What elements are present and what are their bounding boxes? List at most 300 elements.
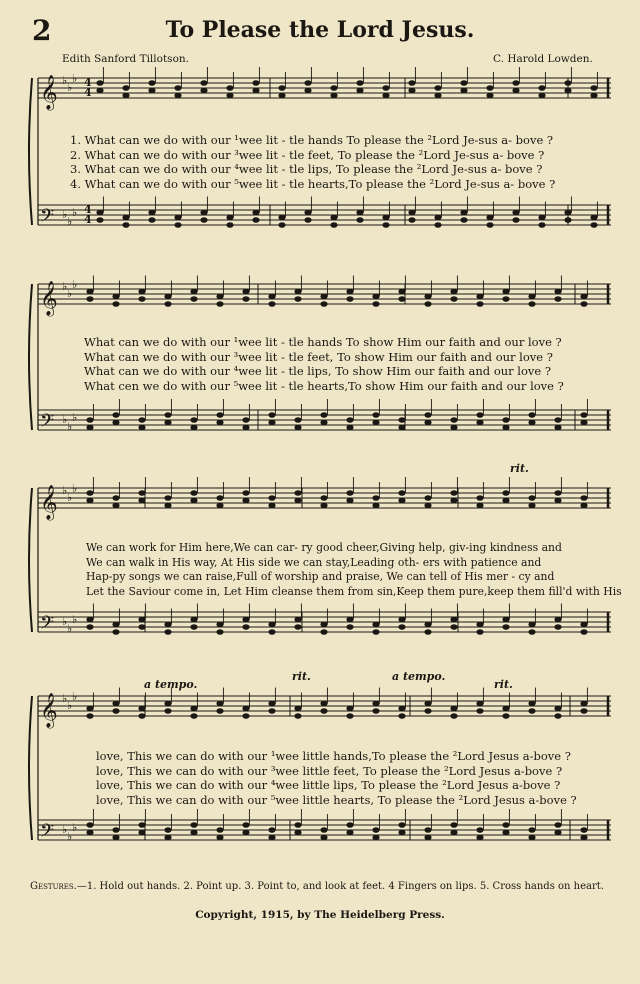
note-head [138, 830, 145, 836]
note-head [486, 215, 493, 221]
lyric-line: love, This we can do with our ⁴wee little lips, To please the ²Lord Jesus a-bove ? [96, 778, 561, 793]
note-head [294, 624, 301, 630]
note-head [424, 708, 431, 714]
note-head [294, 417, 301, 423]
note-head [164, 294, 171, 300]
note-head [86, 706, 93, 712]
lyrics-block-2 [84, 335, 564, 393]
note-head [174, 85, 181, 91]
note-head [138, 624, 145, 630]
note-head [138, 417, 145, 423]
note-head [372, 701, 379, 707]
note-head [138, 713, 145, 719]
note-head [216, 835, 223, 841]
note-head [252, 210, 259, 216]
note-head [528, 294, 535, 300]
note-head [216, 412, 223, 418]
flat-icon: ♭ [72, 613, 78, 626]
note-head [450, 706, 457, 712]
a-tempo-mark: a tempo. [392, 670, 446, 683]
note-head [320, 294, 327, 300]
note-head [320, 701, 327, 707]
note-head [424, 412, 431, 418]
note-head [408, 210, 415, 216]
note-head [320, 420, 327, 426]
note-head [564, 88, 571, 94]
note-head [294, 713, 301, 719]
note-head [148, 88, 155, 94]
note-head [476, 701, 483, 707]
note-head [242, 425, 249, 431]
lyrics-block-3 [86, 541, 622, 599]
note-head [450, 490, 457, 496]
note-head [528, 420, 535, 426]
note-head [528, 622, 535, 628]
note-head [398, 417, 405, 423]
note-head [112, 708, 119, 714]
note-head [138, 498, 145, 504]
note-head [580, 629, 587, 635]
note-head [372, 708, 379, 714]
note-head [486, 85, 493, 91]
note-head [112, 301, 119, 307]
note-head [590, 215, 597, 221]
note-head [138, 706, 145, 712]
note-head [512, 217, 519, 223]
note-head [190, 713, 197, 719]
flat-icon: ♭ [62, 74, 68, 87]
note-head [226, 215, 233, 221]
note-head [96, 210, 103, 216]
note-head [86, 498, 93, 504]
note-head [554, 624, 561, 630]
note-head [138, 425, 145, 431]
note-head [216, 503, 223, 509]
lyric-line: love, This we can do with our ⁵wee little hearts, To please the ²Lord Jesus a-bove ? [96, 792, 577, 807]
note-head [112, 412, 119, 418]
lyric-line: Let the Saviour come in, Let Him cleanse them from sin,Keep them pure,keep them fill'd with His [86, 584, 622, 598]
note-head [450, 425, 457, 431]
note-head [278, 215, 285, 221]
note-head [268, 708, 275, 714]
note-head [502, 417, 509, 423]
note-head [278, 85, 285, 91]
note-head [512, 88, 519, 94]
bass-clef-icon: 𝄢 [40, 613, 55, 638]
note-head [460, 88, 467, 94]
note-head [216, 827, 223, 833]
note-head [372, 827, 379, 833]
note-head [122, 215, 129, 221]
note-head [424, 827, 431, 833]
note-head [502, 706, 509, 712]
flat-icon: ♭ [72, 482, 78, 495]
note-head [242, 706, 249, 712]
note-head [554, 490, 561, 496]
note-head [190, 289, 197, 295]
note-head [424, 294, 431, 300]
note-head [346, 706, 353, 712]
note-head [398, 706, 405, 712]
note-head [320, 495, 327, 501]
note-head [346, 713, 353, 719]
note-head [164, 412, 171, 418]
note-head [122, 222, 129, 228]
note-head [330, 215, 337, 221]
note-head [320, 412, 327, 418]
note-head [164, 835, 171, 841]
note-head [538, 215, 545, 221]
note-head [242, 830, 249, 836]
time-signature: 4 [84, 76, 92, 89]
note-head [528, 629, 535, 635]
note-head [242, 289, 249, 295]
note-head [330, 85, 337, 91]
time-signature: 4 [84, 213, 92, 226]
rit-mark: rit. [292, 670, 311, 683]
note-head [252, 80, 259, 86]
note-head [528, 708, 535, 714]
note-head [424, 835, 431, 841]
note-head [450, 289, 457, 295]
lyric-line: What can we do with our ³wee lit - tle feet, To show Him our faith and our love ? [84, 349, 553, 364]
note-head [580, 701, 587, 707]
note-head [372, 420, 379, 426]
note-head [408, 88, 415, 94]
note-head [320, 835, 327, 841]
note-head [112, 827, 119, 833]
note-head [330, 222, 337, 228]
note-head [164, 495, 171, 501]
note-head [460, 210, 467, 216]
note-head [346, 417, 353, 423]
note-head [346, 617, 353, 623]
note-head [502, 289, 509, 295]
note-head [502, 490, 509, 496]
note-head [476, 835, 483, 841]
note-head [580, 412, 587, 418]
note-head [190, 706, 197, 712]
note-head [190, 498, 197, 504]
note-head [148, 210, 155, 216]
bass-clef-icon: 𝄢 [40, 206, 55, 231]
note-head [190, 425, 197, 431]
note-head [174, 93, 181, 99]
gestures-note [30, 880, 630, 894]
note-head [294, 830, 301, 836]
note-head [382, 85, 389, 91]
note-head [112, 622, 119, 628]
note-head [294, 425, 301, 431]
note-head [294, 296, 301, 302]
note-head [216, 629, 223, 635]
note-head [564, 80, 571, 86]
note-head [356, 210, 363, 216]
note-head [86, 713, 93, 719]
copyright-notice: Copyright, 1915, by The Heidelberg Press. [195, 909, 445, 921]
note-head [424, 301, 431, 307]
note-head [138, 490, 145, 496]
note-head [580, 503, 587, 509]
note-head [190, 830, 197, 836]
note-head [294, 490, 301, 496]
note-head [554, 417, 561, 423]
note-head [226, 222, 233, 228]
note-head [424, 495, 431, 501]
note-head [346, 289, 353, 295]
note-head [486, 222, 493, 228]
gestures-label: Gestures. [30, 881, 77, 892]
note-head [356, 88, 363, 94]
note-head [174, 222, 181, 228]
note-head [268, 294, 275, 300]
note-head [372, 503, 379, 509]
note-head [242, 624, 249, 630]
lyric-line: love, This we can do with our ³wee little feet, To please the ²Lord Jesus a-bove ? [96, 763, 563, 778]
note-head [112, 629, 119, 635]
note-head [294, 822, 301, 828]
gestures-text: —1. Hold out hands. 2. Point up. 3. Point to, and look at feet. 4 Fingers on lips. 5. Cross hands on heart. [76, 881, 604, 892]
note-head [476, 622, 483, 628]
note-head [320, 301, 327, 307]
note-head [86, 830, 93, 836]
note-head [512, 80, 519, 86]
note-head [268, 629, 275, 635]
treble-clef-icon: 𝄞 [40, 485, 58, 520]
note-head [346, 822, 353, 828]
note-head [304, 217, 311, 223]
note-head [398, 822, 405, 828]
flat-icon: ♭ [62, 280, 68, 293]
note-head [554, 706, 561, 712]
note-head [164, 827, 171, 833]
note-head [512, 210, 519, 216]
note-head [164, 629, 171, 635]
note-head [554, 296, 561, 302]
bass-clef-icon: 𝄢 [40, 821, 55, 846]
note-head [96, 217, 103, 223]
note-head [200, 210, 207, 216]
note-head [164, 622, 171, 628]
note-head [320, 629, 327, 635]
note-head [112, 294, 119, 300]
flat-icon: ♭ [67, 699, 73, 712]
flat-icon: ♭ [72, 411, 78, 424]
note-head [190, 822, 197, 828]
lyrics-block-1 [70, 133, 555, 191]
note-head [96, 88, 103, 94]
note-head [190, 296, 197, 302]
note-head [450, 822, 457, 828]
note-head [528, 835, 535, 841]
note-head [434, 222, 441, 228]
note-head [580, 622, 587, 628]
note-head [330, 93, 337, 99]
time-signature: 4 [84, 86, 92, 99]
note-head [424, 629, 431, 635]
note-head [86, 425, 93, 431]
flat-icon: ♭ [72, 206, 78, 219]
note-head [372, 622, 379, 628]
flat-icon: ♭ [62, 484, 68, 497]
note-head [476, 503, 483, 509]
note-head [580, 420, 587, 426]
flat-icon: ♭ [72, 821, 78, 834]
system-brace [29, 284, 32, 430]
note-head [450, 617, 457, 623]
note-head [252, 88, 259, 94]
note-head [502, 822, 509, 828]
note-head [398, 498, 405, 504]
note-head [408, 217, 415, 223]
note-head [226, 85, 233, 91]
note-head [528, 495, 535, 501]
note-head [216, 701, 223, 707]
note-head [554, 713, 561, 719]
note-head [216, 495, 223, 501]
note-head [346, 490, 353, 496]
note-head [528, 412, 535, 418]
note-head [434, 215, 441, 221]
note-head [372, 629, 379, 635]
lyric-line: What cen we do with our ⁵wee lit - tle hearts,To show Him our faith and our love ? [84, 378, 564, 393]
note-head [190, 617, 197, 623]
note-head [398, 624, 405, 630]
note-head [268, 503, 275, 509]
flat-icon: ♭ [67, 622, 73, 635]
note-head [200, 80, 207, 86]
note-head [372, 835, 379, 841]
note-head [242, 617, 249, 623]
note-head [346, 498, 353, 504]
note-head [372, 301, 379, 307]
note-head [528, 827, 535, 833]
note-head [408, 80, 415, 86]
note-head [190, 624, 197, 630]
note-head [450, 296, 457, 302]
note-head [112, 835, 119, 841]
note-head [398, 425, 405, 431]
treble-clef-icon: 𝄞 [40, 75, 58, 110]
note-head [268, 301, 275, 307]
note-head [190, 417, 197, 423]
note-head [138, 822, 145, 828]
note-head [294, 617, 301, 623]
note-head [502, 830, 509, 836]
note-head [242, 296, 249, 302]
note-head [226, 93, 233, 99]
note-head [450, 624, 457, 630]
lyric-line: We can walk in His way, At His side we can stay,Leading oth- ers with patience and [86, 555, 542, 569]
note-head [242, 822, 249, 828]
system-brace [29, 696, 32, 840]
flat-icon: ♭ [72, 278, 78, 291]
note-head [304, 88, 311, 94]
note-head [528, 301, 535, 307]
note-head [174, 215, 181, 221]
note-head [294, 498, 301, 504]
note-head [554, 830, 561, 836]
flat-icon: ♭ [62, 413, 68, 426]
note-head [398, 617, 405, 623]
note-head [96, 80, 103, 86]
note-head [304, 210, 311, 216]
note-head [242, 417, 249, 423]
note-head [398, 490, 405, 496]
note-head [460, 80, 467, 86]
lyrics-block-4 [96, 749, 577, 807]
note-head [450, 713, 457, 719]
note-head [590, 222, 597, 228]
treble-clef-icon: 𝄞 [40, 281, 58, 316]
note-head [382, 215, 389, 221]
lyric-line: We can work for Him here,We can car- ry good cheer,Giving help, giv-ing kindness and [86, 541, 562, 554]
note-head [320, 622, 327, 628]
note-head [164, 503, 171, 509]
note-head [554, 617, 561, 623]
note-head [554, 498, 561, 504]
note-head [86, 617, 93, 623]
note-head [164, 301, 171, 307]
note-head [538, 85, 545, 91]
note-head [268, 412, 275, 418]
note-head [200, 217, 207, 223]
note-head [398, 713, 405, 719]
lyric-line: 4. What can we do with our ⁵wee lit - tle hearts,To please the ²Lord Je-sus a- bove ? [70, 176, 556, 191]
system-brace [29, 488, 32, 632]
note-head [294, 289, 301, 295]
note-head [538, 222, 545, 228]
note-head [476, 294, 483, 300]
note-head [450, 830, 457, 836]
note-head [450, 417, 457, 423]
note-head [278, 222, 285, 228]
note-head [86, 296, 93, 302]
lyric-line: 3. What can we do with our ⁴wee lit - tle lips, To please the ²Lord Je-sus a- bove ? [70, 162, 543, 177]
lyric-line: What can we do with our ⁴wee lit - tle lips, To show Him our faith and our love ? [84, 364, 552, 379]
note-head [424, 701, 431, 707]
rit-mark: rit. [494, 678, 513, 691]
flat-icon: ♭ [62, 692, 68, 705]
note-head [190, 490, 197, 496]
note-head [554, 822, 561, 828]
lyricist-credit: Edith Sanford Tillotson. [62, 53, 189, 65]
flat-icon: ♭ [62, 615, 68, 628]
lyric-line: 2. What can we do with our ³wee lit - tle feet, To please the ²Lord Je-sus a- bove ? [70, 147, 545, 162]
lyric-line: 1. What can we do with our ¹wee lit - tle hands To please the ²Lord Je-sus a- bove ? [70, 133, 554, 147]
note-head [112, 495, 119, 501]
hymn-title: To Please the Lord Jesus. [165, 17, 475, 43]
note-head [138, 617, 145, 623]
flat-icon: ♭ [67, 420, 73, 433]
note-head [294, 706, 301, 712]
note-head [86, 289, 93, 295]
note-head [590, 93, 597, 99]
note-head [320, 503, 327, 509]
lyric-line: Hap-py songs we can raise,Full of worship and praise, We can tell of His mer - cy and [86, 570, 555, 584]
note-head [346, 624, 353, 630]
flat-icon: ♭ [62, 208, 68, 221]
note-head [252, 217, 259, 223]
note-head [476, 420, 483, 426]
note-head [424, 420, 431, 426]
note-head [460, 217, 467, 223]
note-head [242, 713, 249, 719]
note-head [372, 294, 379, 300]
note-head [216, 708, 223, 714]
note-head [502, 296, 509, 302]
rit-mark: rit. [510, 462, 529, 475]
